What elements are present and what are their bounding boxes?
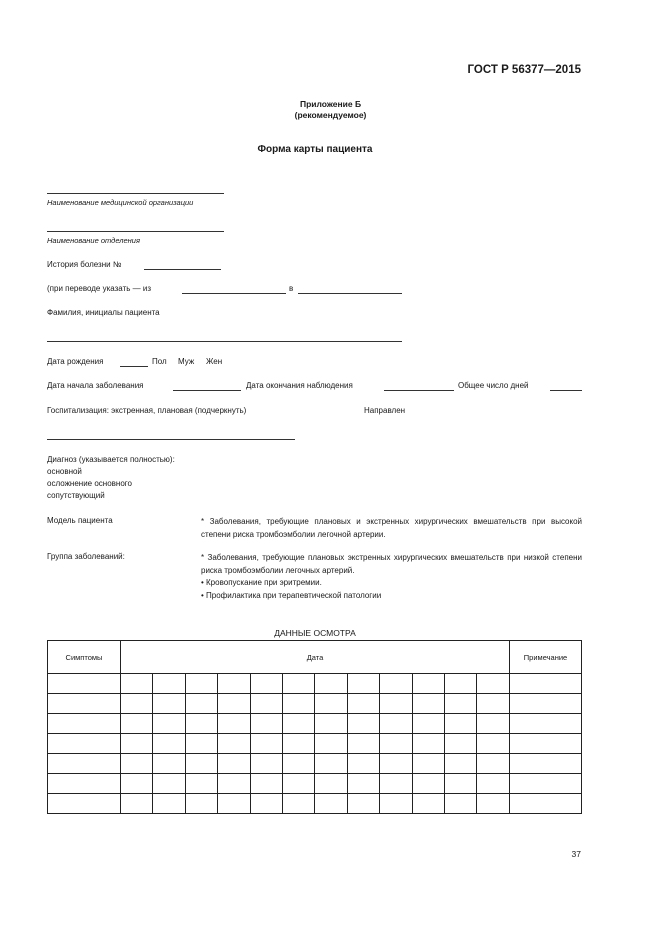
table-cell[interactable] bbox=[445, 754, 477, 774]
table-cell[interactable] bbox=[283, 774, 315, 794]
table-cell[interactable] bbox=[380, 734, 412, 754]
note-column-header: Примечание bbox=[510, 641, 582, 674]
table-cell[interactable] bbox=[380, 794, 412, 814]
symptoms-column-header: Симптомы bbox=[48, 641, 121, 674]
table-cell[interactable] bbox=[250, 794, 282, 814]
table-cell[interactable] bbox=[380, 754, 412, 774]
table-cell[interactable] bbox=[412, 754, 444, 774]
onset-date-line[interactable] bbox=[173, 390, 241, 391]
table-cell[interactable] bbox=[121, 754, 153, 774]
history-number-line[interactable] bbox=[144, 269, 221, 270]
table-cell[interactable] bbox=[218, 794, 250, 814]
hospitalization-line[interactable] bbox=[47, 439, 295, 440]
table-cell[interactable] bbox=[315, 674, 347, 694]
org-name-line[interactable] bbox=[47, 193, 224, 194]
table-cell[interactable] bbox=[250, 774, 282, 794]
table-cell[interactable] bbox=[445, 774, 477, 794]
diagnosis-concomitant: сопутствующий bbox=[47, 491, 105, 500]
page-title: Форма карты пациента bbox=[257, 144, 373, 155]
transfer-to-label: в bbox=[289, 284, 294, 293]
table-cell[interactable] bbox=[347, 734, 379, 754]
table-cell[interactable] bbox=[283, 754, 315, 774]
hospitalization-label: Госпитализация: экстренная, плановая (подчеркнуть) bbox=[47, 406, 247, 415]
org-name-hint: Наименование медицинской организации bbox=[47, 198, 194, 207]
table-cell[interactable] bbox=[380, 694, 412, 714]
table-cell[interactable] bbox=[121, 694, 153, 714]
table-cell[interactable] bbox=[445, 794, 477, 814]
history-label: История болезни № bbox=[47, 260, 122, 269]
table-cell[interactable] bbox=[283, 714, 315, 734]
table-cell[interactable] bbox=[185, 734, 217, 754]
table-cell[interactable] bbox=[510, 734, 582, 754]
table-cell[interactable] bbox=[48, 674, 121, 694]
date-column-header: Дата bbox=[121, 641, 510, 674]
exam-table-title: ДАННЫЕ ОСМОТРА bbox=[274, 628, 356, 638]
table-cell[interactable] bbox=[185, 774, 217, 794]
table-row bbox=[48, 794, 582, 814]
table-cell[interactable] bbox=[445, 734, 477, 754]
patient-model-label: Модель пациента bbox=[47, 516, 113, 525]
table-cell[interactable] bbox=[412, 674, 444, 694]
table-cell[interactable] bbox=[48, 694, 121, 714]
table-cell[interactable] bbox=[48, 794, 121, 814]
table-cell[interactable] bbox=[185, 754, 217, 774]
table-cell[interactable] bbox=[380, 674, 412, 694]
total-days-label: Общее число дней bbox=[458, 381, 529, 390]
table-cell[interactable] bbox=[121, 674, 153, 694]
appendix-note: (рекомендуемое) bbox=[294, 110, 367, 120]
table-row bbox=[48, 694, 582, 714]
table-cell[interactable] bbox=[153, 734, 185, 754]
table-cell[interactable] bbox=[412, 714, 444, 734]
table-cell[interactable] bbox=[250, 694, 282, 714]
table-cell[interactable] bbox=[347, 794, 379, 814]
table-cell[interactable] bbox=[153, 674, 185, 694]
table-cell[interactable] bbox=[218, 734, 250, 754]
table-cell[interactable] bbox=[48, 754, 121, 774]
table-cell[interactable] bbox=[48, 714, 121, 734]
diagnosis-complication: осложнение основного bbox=[47, 479, 132, 488]
table-cell[interactable] bbox=[347, 714, 379, 734]
table-cell[interactable] bbox=[347, 694, 379, 714]
table-cell[interactable] bbox=[185, 674, 217, 694]
standard-number: ГОСТ Р 56377—2015 bbox=[467, 64, 581, 76]
sex-male-option[interactable]: Муж bbox=[178, 357, 195, 366]
table-cell[interactable] bbox=[185, 694, 217, 714]
table-cell[interactable] bbox=[477, 734, 510, 754]
table-cell[interactable] bbox=[477, 774, 510, 794]
table-cell[interactable] bbox=[121, 774, 153, 794]
table-cell[interactable] bbox=[347, 774, 379, 794]
sex-label: Пол bbox=[152, 357, 167, 366]
table-cell[interactable] bbox=[121, 794, 153, 814]
table-row bbox=[48, 734, 582, 754]
table-cell[interactable] bbox=[477, 714, 510, 734]
patient-model-text: * Заболевания, требующие плановых и экстренных хирургических вмешательств при высокой степени риска тромбоэмболии легочной артерии. bbox=[201, 517, 582, 539]
transfer-to-line[interactable] bbox=[298, 293, 402, 294]
table-cell[interactable] bbox=[48, 734, 121, 754]
table-cell[interactable] bbox=[477, 674, 510, 694]
birth-date-line[interactable] bbox=[120, 366, 148, 367]
page-number: 37 bbox=[571, 849, 581, 859]
table-cell[interactable] bbox=[477, 694, 510, 714]
table-row bbox=[48, 674, 582, 694]
dept-name-hint: Наименование отделения bbox=[47, 236, 140, 245]
table-cell[interactable] bbox=[250, 674, 282, 694]
table-cell[interactable] bbox=[218, 774, 250, 794]
table-cell[interactable] bbox=[153, 694, 185, 714]
table-cell[interactable] bbox=[218, 674, 250, 694]
table-cell[interactable] bbox=[250, 754, 282, 774]
appendix-label: Приложение Б bbox=[299, 99, 362, 109]
table-cell[interactable] bbox=[250, 714, 282, 734]
table-cell[interactable] bbox=[153, 714, 185, 734]
table-cell[interactable] bbox=[510, 714, 582, 734]
end-date-label: Дата окончания наблюдения bbox=[246, 381, 353, 390]
table-cell[interactable] bbox=[412, 694, 444, 714]
birth-date-label: Дата рождения bbox=[47, 357, 104, 366]
table-cell[interactable] bbox=[380, 774, 412, 794]
table-cell[interactable] bbox=[315, 734, 347, 754]
dept-name-line[interactable] bbox=[47, 231, 224, 232]
table-cell[interactable] bbox=[380, 714, 412, 734]
referred-label: Направлен bbox=[364, 406, 406, 415]
disease-group-text: * Заболевания, требующие плановых экстренных хирургических вмешательств при низкой степени риска тромбоэмболии легочных артерий. bbox=[201, 553, 582, 575]
table-cell[interactable] bbox=[510, 794, 582, 814]
table-cell[interactable] bbox=[477, 754, 510, 774]
table-cell[interactable] bbox=[510, 754, 582, 774]
table-cell[interactable] bbox=[153, 754, 185, 774]
patient-name-line[interactable] bbox=[47, 341, 402, 342]
table-cell[interactable] bbox=[445, 694, 477, 714]
table-cell[interactable] bbox=[510, 694, 582, 714]
table-cell[interactable] bbox=[315, 774, 347, 794]
table-cell[interactable] bbox=[347, 754, 379, 774]
transfer-label: (при переводе указать — из bbox=[47, 284, 151, 293]
disease-group-label: Группа заболеваний: bbox=[47, 552, 125, 561]
table-cell[interactable] bbox=[283, 674, 315, 694]
table-cell[interactable] bbox=[412, 774, 444, 794]
table-cell[interactable] bbox=[315, 714, 347, 734]
table-cell[interactable] bbox=[283, 794, 315, 814]
table-row bbox=[48, 774, 582, 794]
table-cell[interactable] bbox=[445, 674, 477, 694]
table-cell[interactable] bbox=[315, 694, 347, 714]
table-cell[interactable] bbox=[48, 774, 121, 794]
table-cell[interactable] bbox=[510, 674, 582, 694]
table-cell[interactable] bbox=[477, 794, 510, 814]
disease-group-bullet-2: • Профилактика при терапевтической патологии bbox=[201, 591, 382, 600]
table-cell[interactable] bbox=[121, 734, 153, 754]
table-cell[interactable] bbox=[121, 714, 153, 734]
patient-name-label: Фамилия, инициалы пациента bbox=[47, 308, 160, 317]
disease-group-bullet-1: • Кровопускание при эритремии. bbox=[201, 578, 322, 587]
table-cell[interactable] bbox=[510, 774, 582, 794]
total-days-line[interactable] bbox=[550, 390, 582, 391]
table-cell[interactable] bbox=[412, 734, 444, 754]
exam-table bbox=[47, 640, 582, 814]
exam-table-header-row bbox=[48, 641, 582, 674]
table-cell[interactable] bbox=[315, 754, 347, 774]
table-cell[interactable] bbox=[218, 694, 250, 714]
diagnosis-main: основной bbox=[47, 467, 82, 476]
table-cell[interactable] bbox=[283, 694, 315, 714]
table-cell[interactable] bbox=[153, 794, 185, 814]
table-cell[interactable] bbox=[445, 714, 477, 734]
sex-female-option[interactable]: Жен bbox=[206, 357, 223, 366]
table-cell[interactable] bbox=[185, 794, 217, 814]
diagnosis-label: Диагноз (указывается полностью): bbox=[47, 455, 175, 464]
table-cell[interactable] bbox=[283, 734, 315, 754]
table-cell[interactable] bbox=[412, 794, 444, 814]
table-cell[interactable] bbox=[153, 774, 185, 794]
end-date-line[interactable] bbox=[384, 390, 454, 391]
table-row bbox=[48, 754, 582, 774]
onset-date-label: Дата начала заболевания bbox=[47, 381, 144, 390]
table-cell[interactable] bbox=[218, 754, 250, 774]
table-cell[interactable] bbox=[250, 734, 282, 754]
table-cell[interactable] bbox=[218, 714, 250, 734]
transfer-from-line[interactable] bbox=[182, 293, 286, 294]
table-cell[interactable] bbox=[347, 674, 379, 694]
table-cell[interactable] bbox=[315, 794, 347, 814]
table-cell[interactable] bbox=[185, 714, 217, 734]
table-row bbox=[48, 714, 582, 734]
